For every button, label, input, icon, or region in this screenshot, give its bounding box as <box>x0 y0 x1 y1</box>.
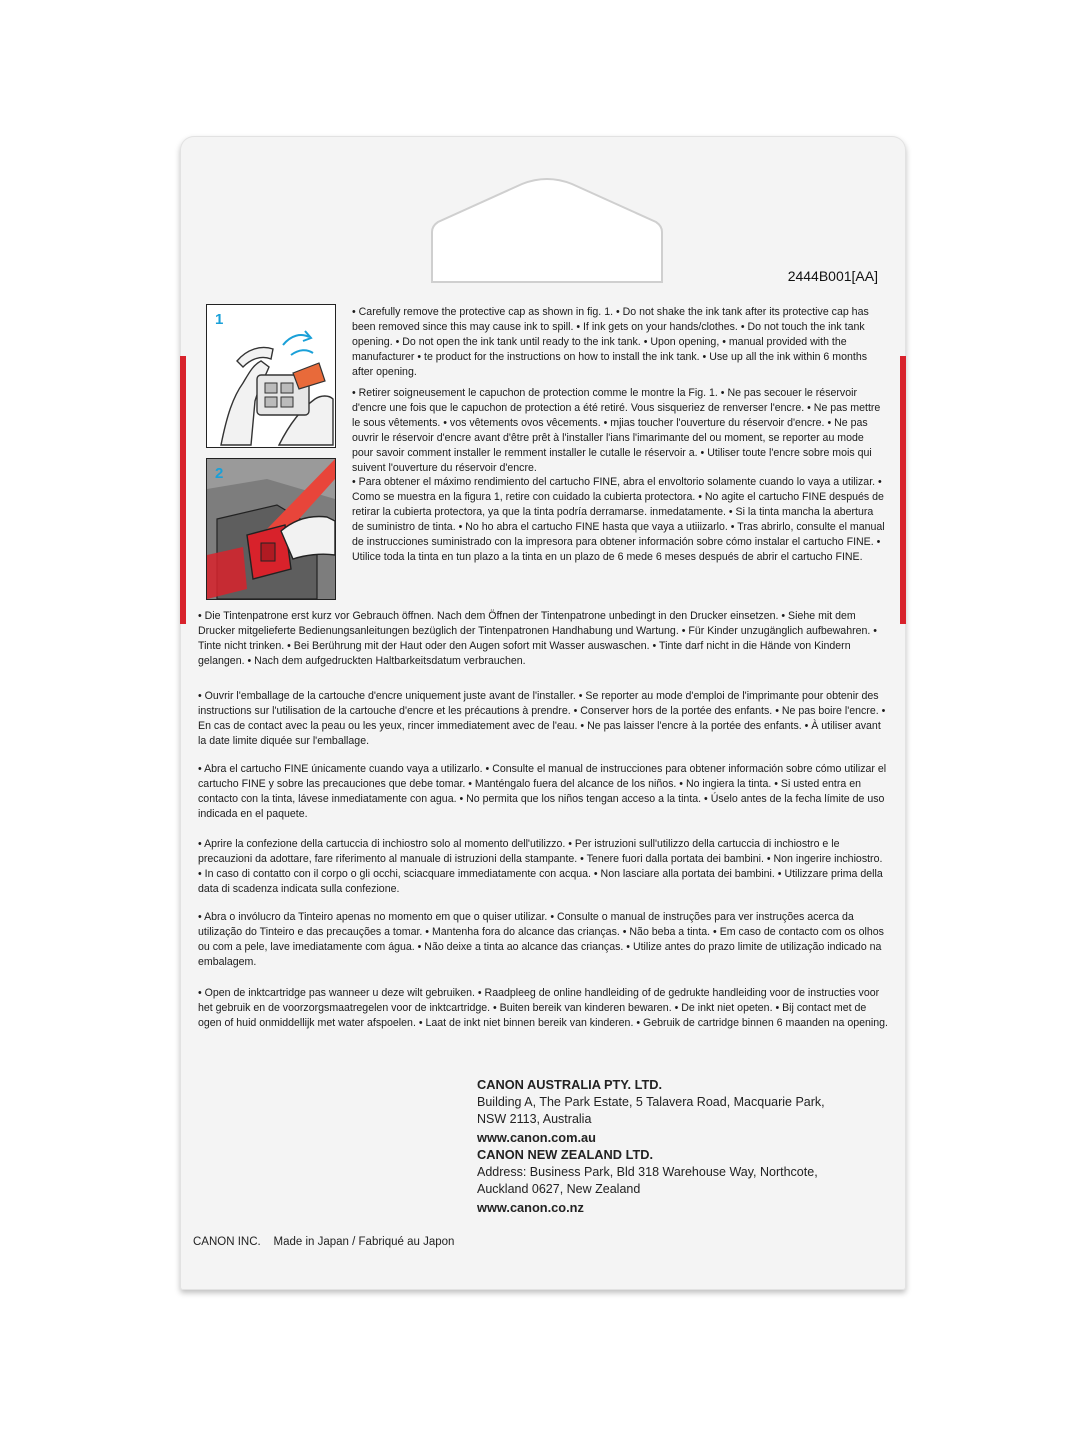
paragraph-english: • Carefully remove the protective cap as shown in fig. 1. • Do not shake the ink tank after its protective cap has been removed since this may cause ink to spill. • If ink gets on your hands/clothes. • Do not touch the ink tank opening. • Do not open the ink tank until ready to the ink tank. • Upon opening, • manual provided with the manufacturer • te product for the instructions on how to install the ink tank. • Use up all the ink within 6 months after opening. <box>352 306 869 378</box>
canon-newzealand-name: CANON NEW ZEALAND LTD. <box>477 1147 654 1162</box>
canon-australia-address-line1: Building A, The Park Estate, 5 Talavera Road, Macquarie Park, <box>477 1094 825 1109</box>
paragraph-french: • Ouvrir l'emballage de la cartouche d'encre uniquement juste avant de l'installer. • Se reporter au mode d'emploi de l'imprimante pour obtenir des instructions sur l'utilisation de la cartouche d'encre et les précautions à prendre. • Conserver hors de la portée des enfants. • Ne pas boire l'encre. • En cas de contact avec la peau ou les yeux, rincer immediatement avec de l'eau. • Ne pas laisser l'encre à la portée des enfants. • À utiliser avant la date limite diquée sur l'emballage. <box>198 690 886 747</box>
figure-number-1: 1 <box>215 311 224 328</box>
hang-tab-hole <box>426 176 668 288</box>
figure-number-2: 2 <box>215 465 224 482</box>
distributor-addresses <box>477 1076 877 1216</box>
right-red-edge <box>900 356 906 624</box>
paragraph-french-install: • Retirer soigneusement le capuchon de protection comme le montre la Fig. 1. • Ne pas secouer le réservoir d'encre une fois que le capuchon de protection a été retiré. Vous sisqueriez de renverser l'encre. • Ne pas mettre le sous vêtements. • vos vêtements ovos vêcements. • mjias toucher l'ouverture du réservoir d'encre. • Ne pas ouvrir le réservoir d'encre avant d'être prêt à l'installer l'ians l'imarimante del ou moment, se reporter au mode pour savoir comment installer le remment installer le cutalle le réservoir a. • Utiliser toute l'encre sobre mois qui suivent l'ouverture du réservoir d'encre. <box>352 387 881 474</box>
figure-1 <box>206 304 336 448</box>
paragraph-italian: • Aprire la confezione della cartuccia di inchiostro solo al momento dell'utilizzo. • Per istruzioni sull'utilizzo della cartuccia di inchiostro e le precauzioni da adottare, fare riferimento al manuale di istruzioni della stampante. • Tenere fuori dalla portata dei bambini. • Non ingerire inchiostro. • In caso di contatto con il corpo o gli occhi, sciacquare immediatamente con acqua. • Non lasciare alla portata dei bambini. • Utilizzare prima della data di scadenza indicata sulla confezione. <box>198 838 883 895</box>
canon-newzealand-address-line1: Address: Business Park, Bld 318 Warehouse Way, Northcote, <box>477 1164 818 1179</box>
install-cartridge-illustration <box>207 459 335 599</box>
canon-newzealand-address-line2: Auckland 0627, New Zealand <box>477 1182 641 1196</box>
product-code: 2444B001[AA] <box>787 268 878 284</box>
paragraph-portuguese: • Abra o invólucro da Tinteiro apenas no momento em que o quiser utilizar. • Consulte o manual de instruções para ver instruções acerca da utilização do Tinteiro e das precauções a tomar. • Mantenha fora do alcance das crianças. • Não beba a tinta. • Em caso de contacto com os olhos ou com a pele, lave imediatamente com água. • Não deixe a tinta ao alcance das crianças. • Utilize antes do prazo limite de utilização indicado na embalagem. <box>198 911 884 968</box>
left-red-edge <box>180 356 186 624</box>
figure-2 <box>206 458 336 600</box>
canon-australia-website: www.canon.com.au <box>477 1129 596 1145</box>
canon-newzealand-website: www.canon.co.nz <box>477 1199 584 1215</box>
remove-cap-illustration <box>207 305 335 447</box>
paragraph-dutch: • Open de inktcartridge pas wanneer u deze wilt gebruiken. • Raadpleeg de online handleiding of de gedrukte handleiding voor de instructies voor het gebruik en de voorzorgsmaatregelen voor de inktcartridge. • Buiten bereik van kinderen bewaren. • De inkt niet opeten. • Bij contact met de ogen of huid onmiddellijk met water afspoelen. • Laat de inkt niet binnen bereik van kinderen. • Gebruik de cartridge binnen 6 maanden na opening. <box>198 987 888 1029</box>
paragraph-german: • Die Tintenpatrone erst kurz vor Gebrauch öffnen. Nach dem Öffnen der Tintenpatrone unbedingt in den Drucker einsetzen. • Siehe mit dem Drucker mitgelieferte Bedienungsanleitungen bezüglich der Tintenpatronen Handhabung und Wartung. • Für Kinder unzugänglich aufbewahren. • Tinte nicht trinken. • Bei Berührung mit der Haut oder den Augen sofort mit Wasser auswaschen. • Tinte darf nicht in die Hände von Kindern gelangen. • Nach dem aufgedruckten Haltbarkeitsdatum verbrauchen. <box>198 610 877 667</box>
canon-australia-address-line2: NSW 2113, Australia <box>477 1112 592 1126</box>
canon-australia-name: CANON AUSTRALIA PTY. LTD. <box>477 1077 663 1092</box>
paragraph-spanish-install: • Para obtener el máximo rendimiento del cartucho FINE, abra el envoltorio solamente cuando lo vaya a utilizar. • Como se muestra en la figura 1, retire con cuidado la cubierta protectora. • No agite el cartucho FINE después de retirar la cubierta protectora, ya que la tinta podría derramarse. inmedatamente. • Si la tinta mancha la abertura de suministro de tinta. • No ho abra el cartucho FINE hasta que vaya a utiiizarlo. • Tras abrirlo, consulte el manual de instrucciones suministrado con la impresora para obtener información sobre cómo instalar el cartucho FINE. • Utilice toda la tinta en tun plazo a la tinta en un plazo de 6 mede 6 meses después de abrir el cartucho FINE. <box>352 476 885 563</box>
manufacturer-footer: CANON INC. Made in Japan / Fabriqué au Japon <box>193 1236 455 1248</box>
paragraph-spanish: • Abra el cartucho FINE únicamente cuando vaya a utilizarlo. • Consulte el manual de instrucciones para obtener información sobre cómo utilizar el cartucho FINE y sobre las precauciones que debe tomar. • Manténgalo fuera del alcance de los niños. • No ingiera la tinta. • Si usted entra en contacto con la tinta, lávese inmediatamente con agua. • No permita que los niños tengan acceso a la tinta. • Úselo antes de la fecha límite de uso indicada en el paquete. <box>198 763 887 820</box>
